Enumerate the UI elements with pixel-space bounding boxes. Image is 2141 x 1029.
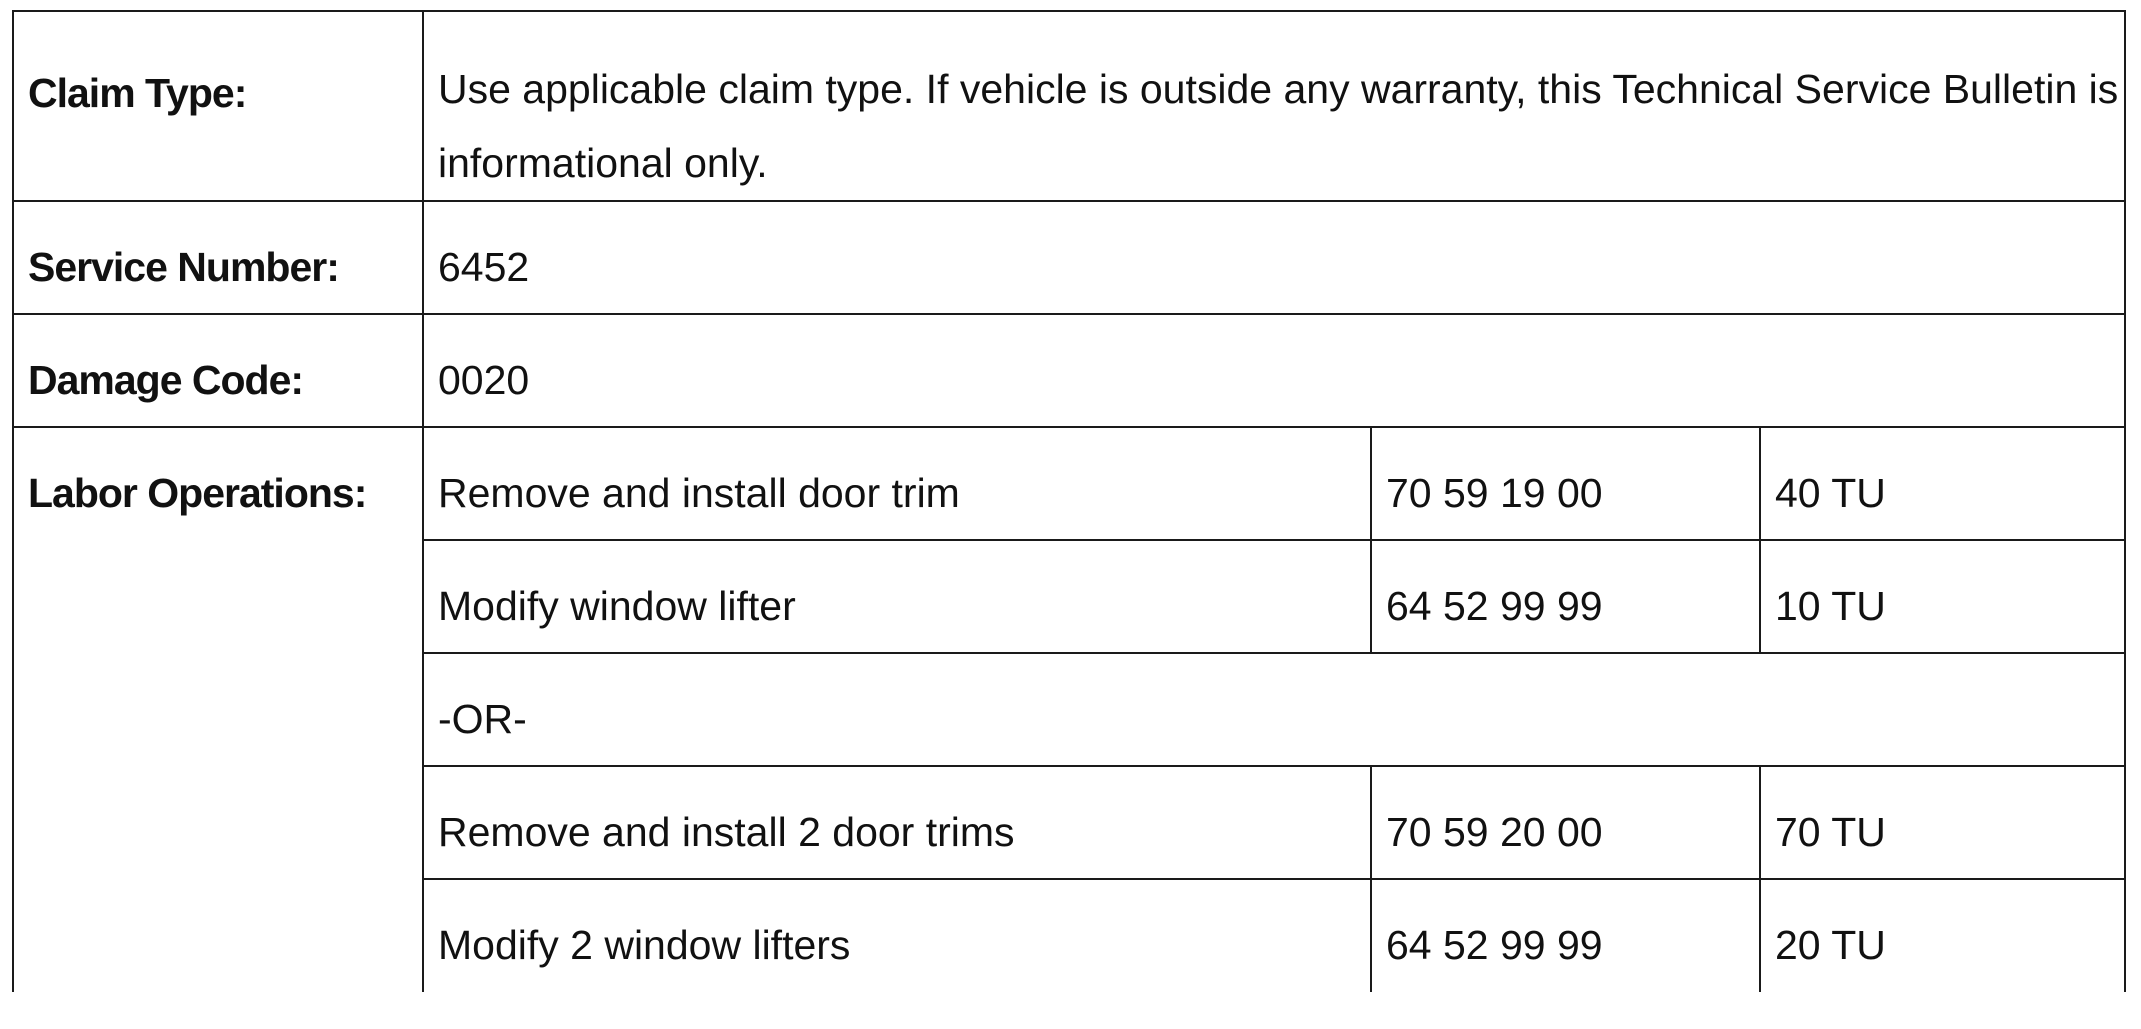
warranty-info-table [12, 10, 2126, 992]
labor-operation-time: 20 TU [1760, 879, 2125, 992]
labor-operation-time: 40 TU [1760, 427, 2125, 540]
labor-operation-code: 70 59 20 00 [1371, 766, 1760, 879]
labor-operation-time: 70 TU [1760, 766, 2125, 879]
claim-type-row [13, 11, 2125, 201]
damage-code-value: 0020 [423, 314, 2125, 427]
labor-operation-description: Remove and install 2 door trims [423, 766, 1371, 879]
labor-operation-description: Remove and install door trim [423, 427, 1371, 540]
labor-operation-code: 70 59 19 00 [1371, 427, 1760, 540]
labor-operation-row [13, 427, 2125, 540]
damage-code-row [13, 314, 2125, 427]
service-number-row [13, 201, 2125, 314]
labor-operation-description: Modify window lifter [423, 540, 1371, 653]
labor-operation-code: 64 52 99 99 [1371, 879, 1760, 992]
service-number-value: 6452 [423, 201, 2125, 314]
labor-operation-time: 10 TU [1760, 540, 2125, 653]
service-number-label: Service Number: [13, 201, 423, 314]
claim-type-label: Claim Type: [13, 11, 423, 201]
labor-operation-code: 64 52 99 99 [1371, 540, 1760, 653]
labor-operation-description: Modify 2 window lifters [423, 879, 1371, 992]
damage-code-label: Damage Code: [13, 314, 423, 427]
labor-operations-label: Labor Operations: [13, 427, 423, 992]
labor-operation-separator: -OR- [423, 653, 2125, 766]
claim-type-value: Use applicable claim type. If vehicle is outside any warranty, this Technical Service Bulletin is informational only. [423, 11, 2125, 201]
